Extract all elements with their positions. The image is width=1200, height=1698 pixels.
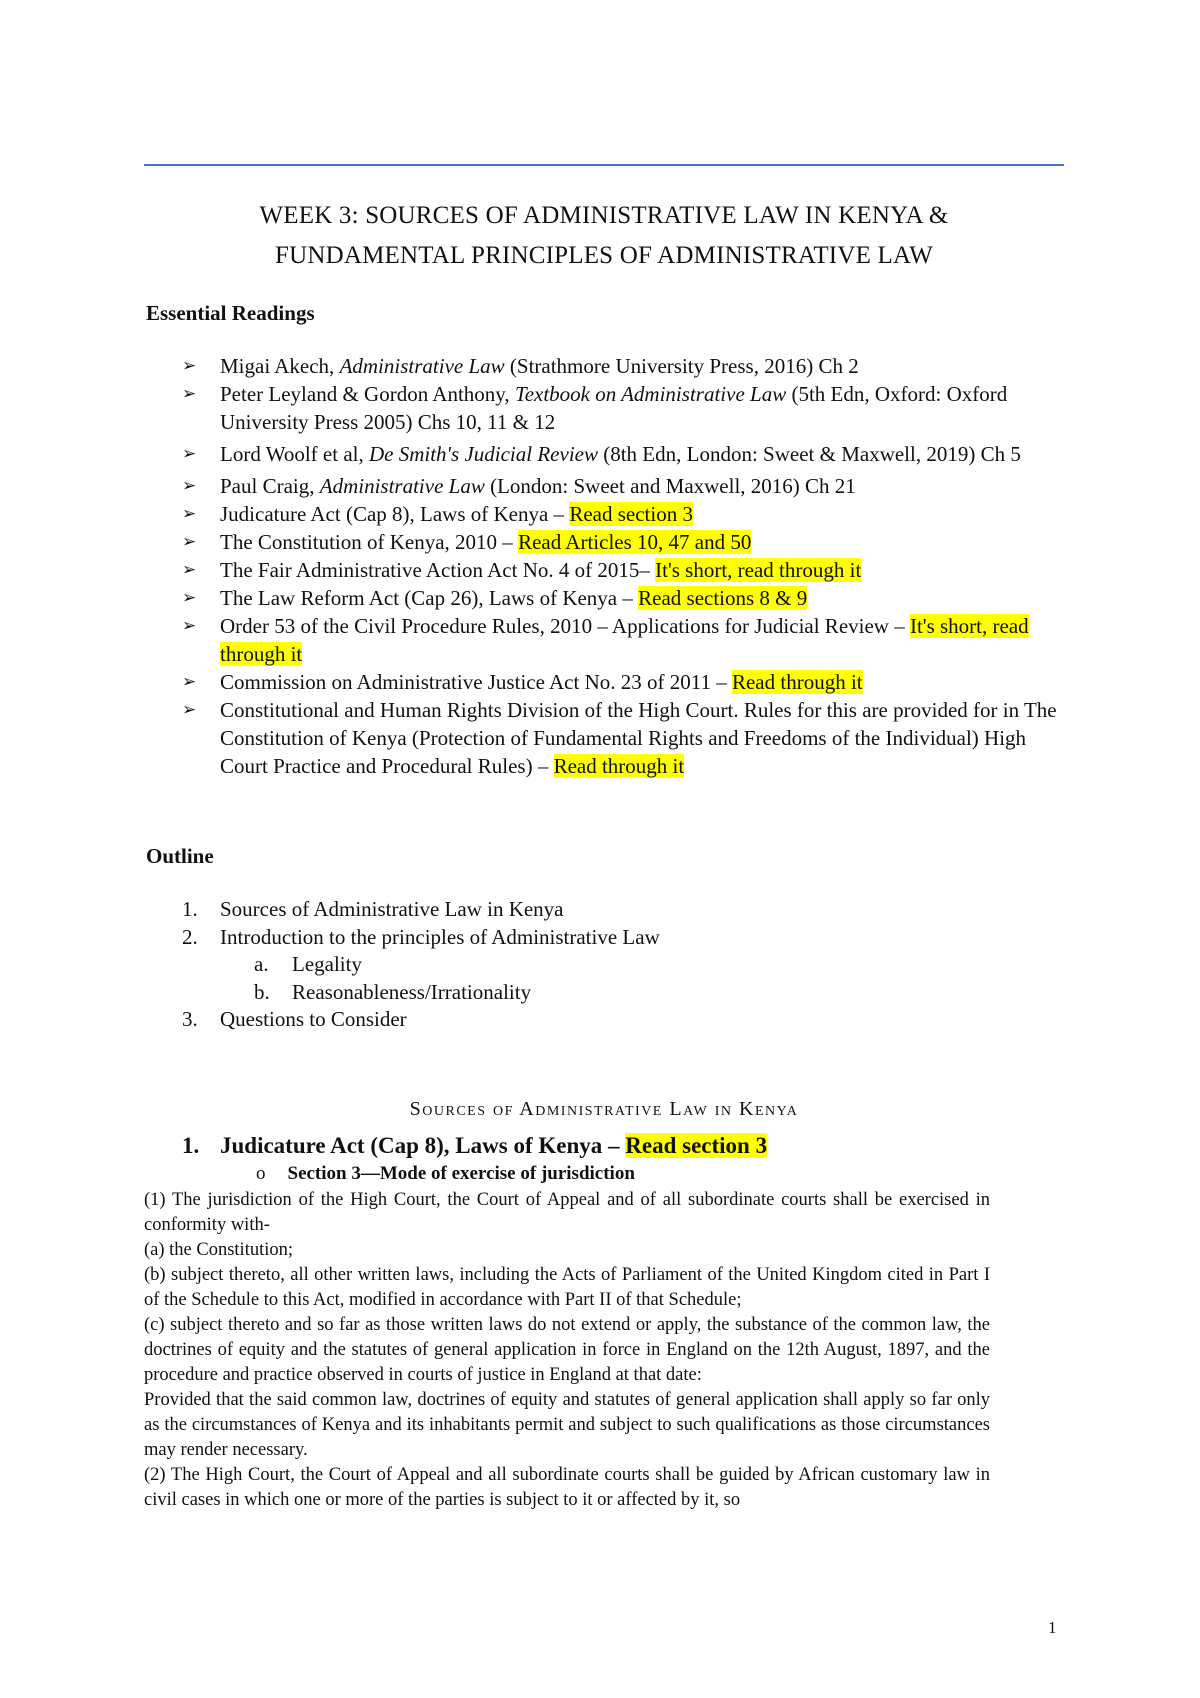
reading-item: ➢ The Law Reform Act (Cap 26), Laws of Kenya – Read sections 8 & 9 [182,586,808,610]
section-body [144,1188,990,1513]
section-item-heading: 1. Judicature Act (Cap 8), Laws of Kenya – Read section 3 [182,1133,768,1158]
readings-list [182,352,1072,780]
page-title [144,196,1064,276]
paragraph: (c) subject thereto and so far as those written laws do not extend or apply, the substance of the common law, the doctrines of equity and the statutes of general application in force in England on the 12th August, 1897, and the procedure and practice observed in courts of justice in England at that date: [144,1315,990,1385]
highlight: Read section 3 [569,502,693,526]
essential-readings-heading: Essential Readings [146,301,315,325]
reading-item: ➢ Order 53 of the Civil Procedure Rules, 2010 – Applications for Judicial Review – It's short, read through it [182,614,1029,666]
circle-bullet-icon: o [256,1163,266,1184]
arrow-bullet-icon: ➢ [182,384,197,404]
outline-heading: Outline [146,844,214,868]
highlight: It's short, read through it [220,614,1029,666]
title-line-1: WEEK 3: SOURCES OF ADMINISTRATIVE LAW IN KENYA & [259,202,949,229]
arrow-bullet-icon: ➢ [182,616,197,636]
reading-item: ➢ Lord Woolf et al, De Smith's Judicial Review (8th Edn, London: Sweet & Maxwell, 2019) Ch 5 [182,442,1021,466]
reading-item: ➢ Peter Leyland & Gordon Anthony, Textbook on Administrative Law (5th Edn, Oxford: Oxford University Press 2005) Chs 10, 11 & 12 [182,382,1008,434]
outline-item: 2. Introduction to the principles of Administrative Law [182,924,660,949]
paragraph: (b) subject thereto, all other written laws, including the Acts of Parliament of the United Kingdom cited in Part I of the Schedule to this Act, modified in accordance with Part II of that Schedule; [144,1265,990,1310]
arrow-bullet-icon: ➢ [182,672,197,692]
paragraph: Provided that the said common law, doctrines of equity and statutes of general application shall apply so far only as the circumstances of Kenya and its inhabitants permit and subject to such qualifications as those circumstances may render necessary. [144,1390,990,1460]
reading-item: ➢ Constitutional and Human Rights Division of the High Court. Rules for this are provided for in The Constitution of Kenya (Protection of Fundamental Rights and Freedoms of the Individual) High Court Practice and Procedural Rules) – Read through it [182,698,1057,778]
title-line-2: FUNDAMENTAL PRINCIPLES OF ADMINISTRATIVE LAW [274,242,934,269]
arrow-bullet-icon: ➢ [182,588,197,608]
reading-item: ➢ The Fair Administrative Action Act No. 4 of 2015– It's short, read through it [182,558,862,582]
highlight: Read through it [731,670,863,694]
section-heading: Sources of Administrative Law in Kenya [409,1098,799,1120]
reading-item: ➢ Judicature Act (Cap 8), Laws of Kenya – Read section 3 [182,502,693,526]
highlight: It's short, read through it [655,558,862,582]
arrow-bullet-icon: ➢ [182,700,197,720]
arrow-bullet-icon: ➢ [182,504,197,524]
reading-item: ➢ Commission on Administrative Justice Act No. 23 of 2011 – Read through it [182,670,863,694]
arrow-bullet-icon: ➢ [182,356,197,376]
arrow-bullet-icon: ➢ [182,532,197,552]
highlight: Read sections 8 & 9 [638,586,808,610]
reading-item: ➢ Migai Akech, Administrative Law (Strathmore University Press, 2016) Ch 2 [182,354,859,378]
paragraph: (2) The High Court, the Court of Appeal and all subordinate courts shall be guided by African customary law in civil cases in which one or more of the parties is subject to it or affected by it, so [144,1465,990,1510]
highlight: Read through it [553,754,685,778]
paragraph: (a) the Constitution; [144,1240,294,1260]
outline-subitem: a. Legality [254,952,362,976]
reading-item: ➢ The Constitution of Kenya, 2010 – Read Articles 10, 47 and 50 [182,530,752,554]
arrow-bullet-icon: ➢ [182,476,197,496]
outline-subitem: b. Reasonableness/Irrationality [254,979,532,1004]
page-number: 1 [1048,1618,1057,1637]
header-rule [144,164,1064,166]
highlight: Read section 3 [625,1133,768,1158]
paragraph: (1) The jurisdiction of the High Court, the Court of Appeal and of all subordinate courts shall be exercised in conformity with- [144,1190,990,1235]
reading-item: ➢ Paul Craig, Administrative Law (London: Sweet and Maxwell, 2016) Ch 21 [182,474,856,498]
outline-item: 1. Sources of Administrative Law in Kenya [182,897,564,921]
subsection-heading: o Section 3—Mode of exercise of jurisdiction [256,1163,635,1184]
arrow-bullet-icon: ➢ [182,560,197,580]
arrow-bullet-icon: ➢ [182,444,197,464]
highlight: Read Articles 10, 47 and 50 [518,530,752,554]
outline-item: 3. Questions to Consider [182,1007,407,1031]
outline-list [182,896,1062,1034]
